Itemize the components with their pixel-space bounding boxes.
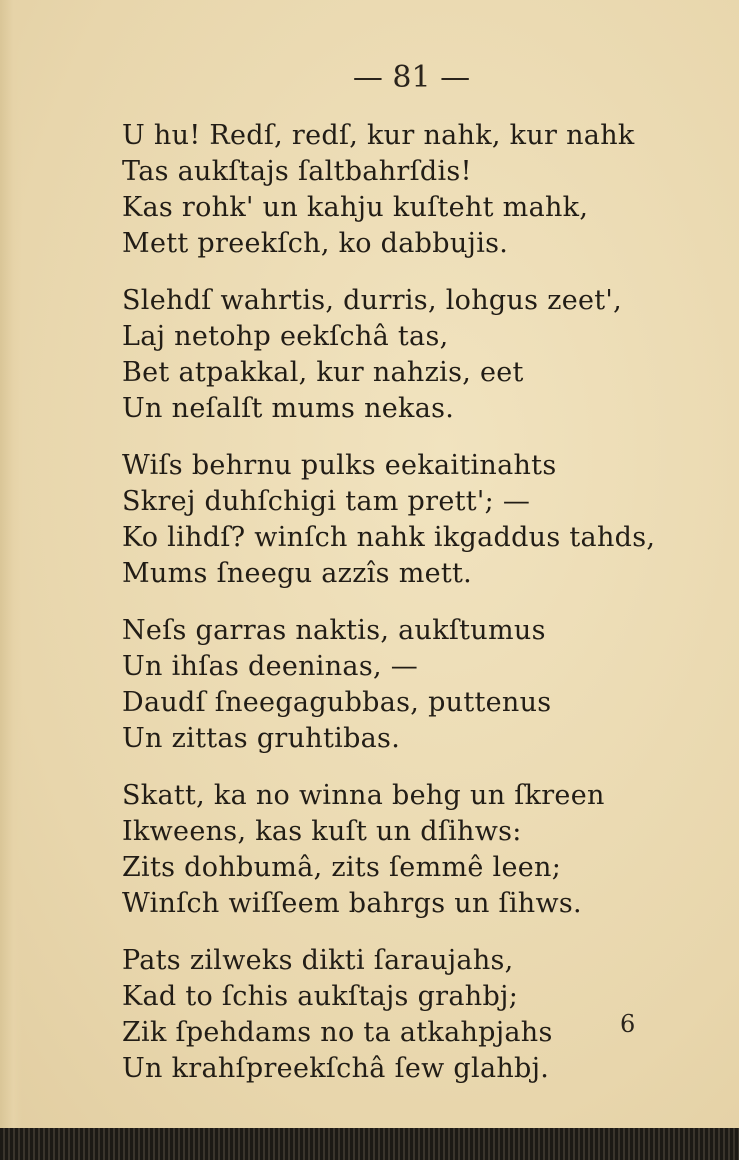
poem-line: Zik ſpehdams no ta atkahpjahs [122, 1017, 553, 1048]
poem-line: Winſch wiſſeem bahrgs un ſihws. [122, 888, 582, 919]
poem-line: Mums ſneegu azzîs mett. [122, 558, 473, 589]
poem-line: Mett preekſch, ko dabbujis. [122, 228, 509, 259]
poem-line: Un neſalſt mums nekas. [122, 393, 455, 424]
poem-line: Bet atpakkal, kur nahzis, eet [122, 357, 524, 388]
poem-line: Ikweens, kas kuſt un dſihws: [122, 816, 522, 847]
poem-line: Slehdſ wahrtis, durris, lohgus zeet', [122, 285, 623, 316]
poem-line: Ko lihdſ? winſch nahk ikgaddus tahds, [122, 522, 656, 553]
poem-line: Skatt, ka no winna behg un ſkreen [122, 780, 605, 811]
poem-line: Wiſs behrnu pulks eekaitinahts [122, 450, 557, 481]
page-number: — 81 — [352, 60, 471, 95]
poem-line: Neſs garras naktis, aukſtumus [122, 615, 546, 646]
stanza [122, 778, 682, 922]
poem-line: Pats zilweks dikti ſaraujahs, [122, 945, 514, 976]
poem-line: Zits dohbumâ, zits ſemmê leen; [122, 852, 562, 883]
poem-line: Kas rohk' un kahju kuſteht mahk, [122, 192, 589, 223]
stanza [122, 283, 682, 427]
poem-line: Laj netohp eekſchâ tas, [122, 321, 449, 352]
poem-line: U hu! Redſ, redſ, kur nahk, kur nahk [122, 120, 635, 151]
poem-line: Un zittas gruhtibas. [122, 723, 401, 754]
poem-body [122, 118, 682, 1108]
signature-mark: 6 [620, 1010, 636, 1038]
poem-line: Skrej duhſchigi tam prett'; — [122, 486, 531, 517]
stanza [122, 118, 682, 262]
poem-line: Un ihſas deeninas, — [122, 651, 419, 682]
stanza [122, 943, 682, 1087]
poem-line: Tas aukſtajs ſaltbahrſdis! [122, 156, 472, 187]
scanner-edge [0, 1128, 739, 1160]
page-gutter [0, 0, 22, 1128]
poem-line: Daudſ ſneegagubbas, puttenus [122, 687, 552, 718]
poem-line: Un krahſpreekſchâ ſew glahbj. [122, 1053, 550, 1084]
poem-line: Kad to ſchis aukſtajs grahbj; [122, 981, 519, 1012]
stanza [122, 448, 682, 592]
stanza [122, 613, 682, 757]
